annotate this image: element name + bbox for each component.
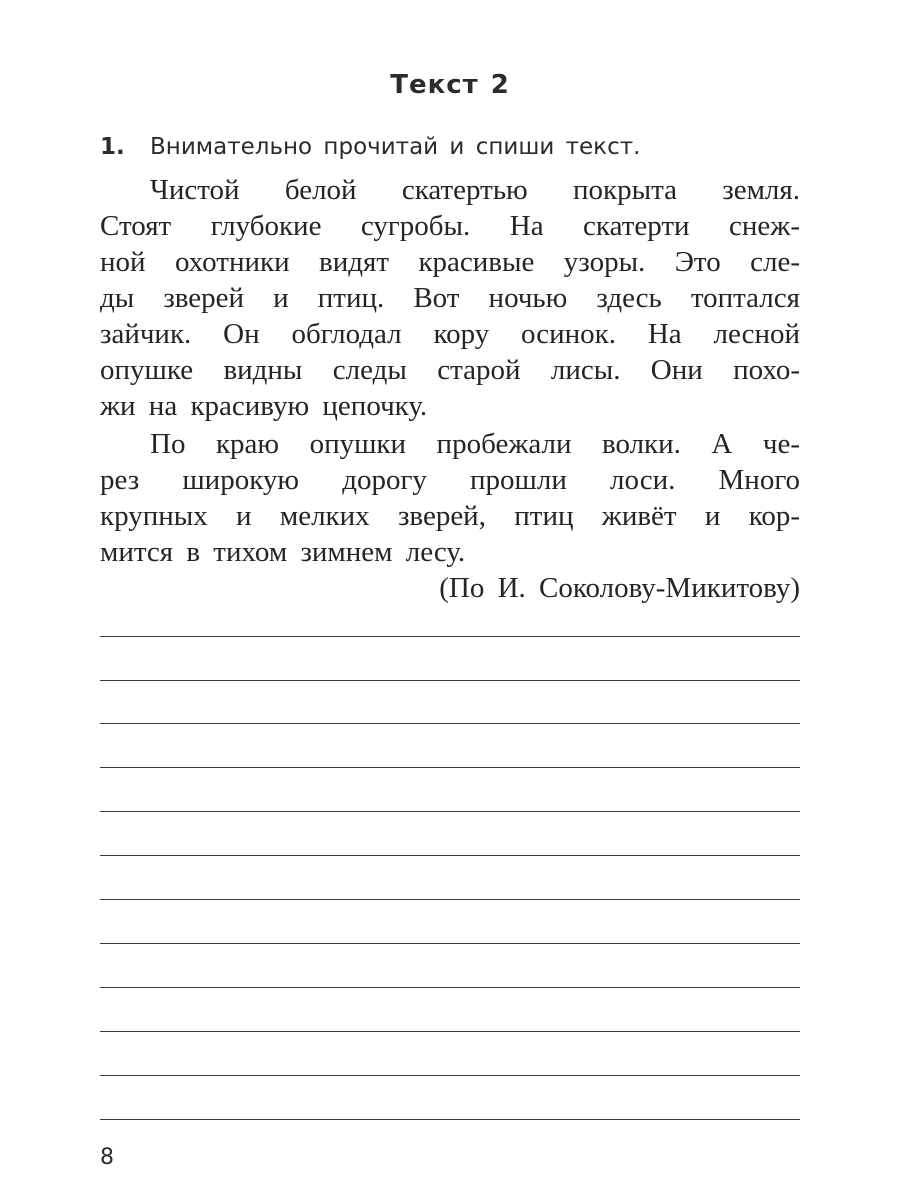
writing-line[interactable] <box>100 1119 800 1120</box>
text-line: жи на красивую цепочку. <box>100 390 428 422</box>
text-line: Стоят глубокие сугробы. На скатерти снеж- <box>100 210 800 242</box>
text-line: рез широкую дорогу прошли лоси. Много <box>100 464 800 496</box>
writing-line[interactable] <box>100 899 800 900</box>
writing-line[interactable] <box>100 855 800 856</box>
text-line: опушке видны следы старой лисы. Они похо- <box>100 354 800 386</box>
task-instruction: Внимательно прочитай и спиши текст. <box>150 134 641 160</box>
writing-line[interactable] <box>100 1031 800 1032</box>
attribution-text: (По И. Соколову-Микитову) <box>439 572 800 604</box>
paragraph-2 <box>100 426 800 570</box>
title-word: Текст <box>390 70 479 100</box>
text-line: По краю опушки пробежали волки. А че- <box>150 428 800 460</box>
task-instruction-row <box>100 134 640 160</box>
text-line: ной охотники видят красивые узоры. Это сле- <box>100 246 800 278</box>
text-line: крупных и мелких зверей, птиц живёт и кор- <box>100 500 800 532</box>
writing-line[interactable] <box>100 987 800 988</box>
writing-line[interactable] <box>100 1075 800 1076</box>
writing-line[interactable] <box>100 943 800 944</box>
page-number: 8 <box>100 1145 114 1170</box>
writing-line[interactable] <box>100 723 800 724</box>
paragraph-1 <box>100 172 800 424</box>
writing-line[interactable] <box>100 680 800 681</box>
writing-line[interactable] <box>100 636 800 637</box>
writing-line[interactable] <box>100 811 800 812</box>
text-line: зайчик. Он обглодал кору осинок. На лесной <box>100 318 800 350</box>
text-line: ды зверей и птиц. Вот ночью здесь топтался <box>100 282 800 314</box>
text-line: мится в тихом зимнем лесу. <box>100 536 466 568</box>
writing-line[interactable] <box>100 767 800 768</box>
title-number: 2 <box>490 70 510 100</box>
task-number: 1. <box>100 134 125 160</box>
page-title <box>0 70 900 100</box>
attribution <box>100 570 800 606</box>
text-line: Чистой белой скатертью покрыта земля. <box>150 174 800 206</box>
